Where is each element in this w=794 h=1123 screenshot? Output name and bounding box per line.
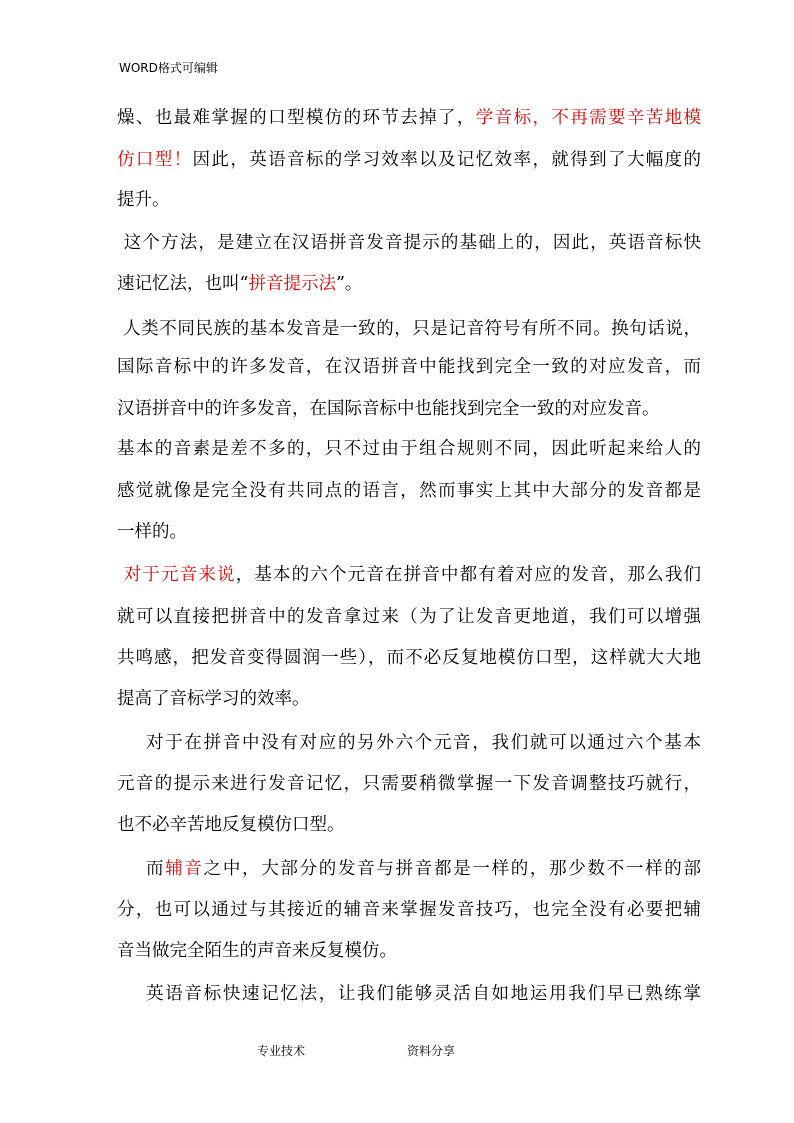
highlighted-text: 仿口型！ xyxy=(117,150,193,170)
text-line xyxy=(117,898,701,922)
text-line xyxy=(117,813,701,837)
text-line xyxy=(117,646,701,670)
text-segment: 这个方法，是建立在汉语拼音发音提示的基础上的，因此，英语音标快 xyxy=(117,233,701,253)
text-segment: 速记忆法，也叫“ xyxy=(117,274,249,294)
text-segment: 人类不同民族的基本发音是一致的，只是记音符号有所不同。换句话说， xyxy=(117,319,701,339)
text-segment: 基本的音素是差不多的，只不过由于组合规则不同，因此听起来给人的 xyxy=(117,439,701,459)
text-line xyxy=(117,272,701,296)
text-line xyxy=(117,772,701,796)
text-segment: 而 xyxy=(117,859,166,879)
text-line xyxy=(117,857,701,881)
text-segment: 元音的提示来进行发音记忆，只需要稍微掌握一下发音调整技巧就行， xyxy=(117,774,701,794)
text-segment: 共鸣感，把发音变得圆润一些），而不必反复地模仿口型，这样就大大地 xyxy=(117,648,701,668)
text-line xyxy=(117,148,701,172)
text-segment: ”。 xyxy=(335,274,363,294)
footer-left: 专业技术 xyxy=(257,1044,306,1058)
text-line xyxy=(117,687,701,711)
text-segment: 就可以直接把拼音中的发音拿过来（为了让发音更地道，我们可以增强 xyxy=(117,607,701,627)
text-line xyxy=(117,479,701,503)
text-line xyxy=(117,231,701,255)
text-line xyxy=(117,939,701,963)
text-line xyxy=(117,397,701,421)
highlighted-text: 学音标，不再需要辛苦地模 xyxy=(475,108,702,128)
page-header: WORD格式可编辑 xyxy=(119,61,218,75)
text-segment: 提高了音标学习的效率。 xyxy=(117,689,310,709)
highlighted-text: 辅音 xyxy=(165,859,204,879)
text-line xyxy=(117,563,701,587)
text-segment: 提升。 xyxy=(117,190,170,210)
text-line xyxy=(117,731,701,755)
text-segment: 国际音标中的许多发音，在汉语拼音中能找到完全一致的对应发音，而 xyxy=(117,357,701,377)
text-segment xyxy=(117,565,124,585)
text-segment: 一样的。 xyxy=(117,522,187,542)
text-segment: 分，也可以通过与其接近的辅音来掌握发音技巧，也完全没有必要把辅 xyxy=(117,900,701,920)
text-line xyxy=(117,982,701,1006)
highlighted-text: 拼音提示法 xyxy=(248,274,336,294)
text-segment: 燥、也最难掌握的口型模仿的环节去掉了， xyxy=(117,108,476,128)
text-line xyxy=(117,605,701,629)
text-line xyxy=(117,520,701,544)
text-segment: 音当做完全陌生的声音来反复模仿。 xyxy=(117,941,397,961)
text-segment: 之中，大部分的发音与拼音都是一样的，那少数不一样的部 xyxy=(203,859,701,879)
text-segment: ，基本的六个元音在拼音中都有着对应的发音，那么我们 xyxy=(235,565,701,585)
highlighted-text: 对于元音来说 xyxy=(123,565,236,585)
text-segment: 感觉就像是完全没有共同点的语言，然而事实上其中大部分的发音都是 xyxy=(117,481,701,501)
text-segment: 对于在拼音中没有对应的另外六个元音，我们就可以通过六个基本 xyxy=(117,733,701,753)
footer-right: 资料分享 xyxy=(407,1044,456,1058)
text-line xyxy=(117,317,701,341)
text-segment: 英语音标快速记忆法，让我们能够灵活自如地运用我们早已熟练掌 xyxy=(117,984,701,1004)
text-segment: 因此，英语音标的学习效率以及记忆效率，就得到了大幅度的 xyxy=(192,150,702,170)
text-segment: 汉语拼音中的许多发音，在国际音标中也能找到完全一致的对应发音。 xyxy=(117,399,660,419)
text-line xyxy=(117,188,701,212)
text-segment: 也不必辛苦地反复模仿口型。 xyxy=(117,815,345,835)
text-line xyxy=(117,106,701,130)
text-line xyxy=(117,355,701,379)
text-line xyxy=(117,437,701,461)
